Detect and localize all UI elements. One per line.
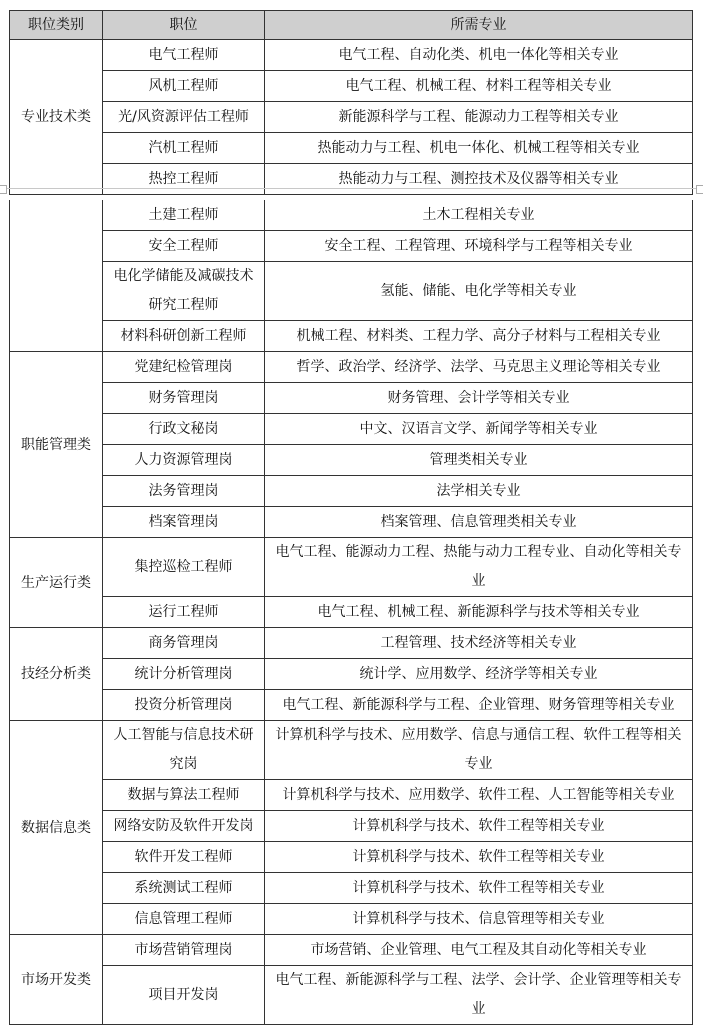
position-cell: 法务管理岗: [103, 476, 265, 507]
position-cell: 土建工程师: [103, 200, 265, 231]
major-cell: 新能源科学与工程、能源动力工程等相关专业: [265, 102, 693, 133]
position-cell: 商务管理岗: [103, 628, 265, 659]
table-row: [10, 133, 693, 164]
position-cell: 人力资源管理岗: [103, 445, 265, 476]
position-cell: 党建纪检管理岗: [103, 352, 265, 383]
major-cell: 计算机科学与技术、软件工程等相关专业: [265, 842, 693, 873]
major-cell: 电气工程、机械工程、材料工程等相关专业: [265, 71, 693, 102]
position-cell: 热控工程师: [103, 164, 265, 195]
table-row: [10, 200, 693, 231]
position-cell: 档案管理岗: [103, 507, 265, 538]
category-cell-continued: [10, 200, 103, 352]
major-cell: 热能动力与工程、机电一体化、机械工程等相关专业: [265, 133, 693, 164]
position-cell: 汽机工程师: [103, 133, 265, 164]
header-position: 职位: [103, 11, 265, 40]
major-cell: 热能动力与工程、测控技术及仪器等相关专业: [265, 164, 693, 195]
position-cell: 网络安防及软件开发岗: [103, 811, 265, 842]
position-cell: 市场营销管理岗: [103, 935, 265, 966]
table-row: [10, 538, 693, 597]
major-cell: 土木工程相关专业: [265, 200, 693, 231]
table-row: [10, 321, 693, 352]
major-cell: 机械工程、材料类、工程力学、高分子材料与工程相关专业: [265, 321, 693, 352]
category-cell: 专业技术类: [10, 40, 103, 195]
table-row: [10, 383, 693, 414]
table-row: [10, 873, 693, 904]
table-row: [10, 262, 693, 321]
category-cell: 职能管理类: [10, 352, 103, 538]
major-cell: 市场营销、企业管理、电气工程及其自动化等相关专业: [265, 935, 693, 966]
major-cell: 法学相关专业: [265, 476, 693, 507]
table-row: [10, 721, 693, 780]
major-cell: 电气工程、机械工程、新能源科学与技术等相关专业: [265, 597, 693, 628]
position-cell: 财务管理岗: [103, 383, 265, 414]
table-row: [10, 164, 693, 195]
position-cell: 集控巡检工程师: [103, 538, 265, 597]
position-cell: 统计分析管理岗: [103, 659, 265, 690]
major-cell: 电气工程、新能源科学与工程、企业管理、财务管理等相关专业: [265, 690, 693, 721]
table-row: [10, 628, 693, 659]
category-cell: 市场开发类: [10, 935, 103, 1025]
jobs-table-page1: [9, 10, 693, 195]
table-row: [10, 659, 693, 690]
position-cell: 运行工程师: [103, 597, 265, 628]
table-row: [10, 102, 693, 133]
position-cell: 电气工程师: [103, 40, 265, 71]
page-break-divider: [0, 188, 703, 189]
major-cell: 计算机科学与技术、软件工程等相关专业: [265, 873, 693, 904]
table-row: [10, 231, 693, 262]
table-row: [10, 811, 693, 842]
position-cell: 行政文秘岗: [103, 414, 265, 445]
table-row: [10, 597, 693, 628]
major-cell: 安全工程、工程管理、环境科学与工程等相关专业: [265, 231, 693, 262]
table-row: [10, 40, 693, 71]
position-cell: 投资分析管理岗: [103, 690, 265, 721]
table-row: [10, 352, 693, 383]
position-cell: 项目开发岗: [103, 966, 265, 1025]
table-row: [10, 414, 693, 445]
position-cell: 信息管理工程师: [103, 904, 265, 935]
table-row: [10, 445, 693, 476]
position-cell: 光/风资源评估工程师: [103, 102, 265, 133]
major-cell: 档案管理、信息管理类相关专业: [265, 507, 693, 538]
table-row: [10, 507, 693, 538]
major-cell: 哲学、政治学、经济学、法学、马克思主义理论等相关专业: [265, 352, 693, 383]
page-break-marker-left: [0, 185, 7, 194]
table-row: [10, 690, 693, 721]
table-row: [10, 904, 693, 935]
jobs-table-page2: [9, 200, 693, 1025]
major-cell: 财务管理、会计学等相关专业: [265, 383, 693, 414]
category-cell: 数据信息类: [10, 721, 103, 935]
category-cell: 技经分析类: [10, 628, 103, 721]
position-cell: 系统测试工程师: [103, 873, 265, 904]
position-cell: 数据与算法工程师: [103, 780, 265, 811]
major-cell: 氢能、储能、电化学等相关专业: [265, 262, 693, 321]
table-row: [10, 935, 693, 966]
position-cell: 软件开发工程师: [103, 842, 265, 873]
major-cell: 电气工程、新能源科学与工程、法学、会计学、企业管理等相关专业: [265, 966, 693, 1025]
major-cell: 电气工程、能源动力工程、热能与动力工程专业、自动化等相关专业: [265, 538, 693, 597]
table-row: [10, 966, 693, 1025]
major-cell: 工程管理、技术经济等相关专业: [265, 628, 693, 659]
major-cell: 中文、汉语言文学、新闻学等相关专业: [265, 414, 693, 445]
position-cell: 材料科研创新工程师: [103, 321, 265, 352]
major-cell: 计算机科学与技术、软件工程等相关专业: [265, 811, 693, 842]
header-category: 职位类别: [10, 11, 103, 40]
position-cell: 风机工程师: [103, 71, 265, 102]
category-cell: 生产运行类: [10, 538, 103, 628]
position-cell: 人工智能与信息技术研究岗: [103, 721, 265, 780]
position-cell: 安全工程师: [103, 231, 265, 262]
header-major: 所需专业: [265, 11, 693, 40]
table-row: [10, 842, 693, 873]
major-cell: 计算机科学与技术、应用数学、软件工程、人工智能等相关专业: [265, 780, 693, 811]
major-cell: 计算机科学与技术、应用数学、信息与通信工程、软件工程等相关专业: [265, 721, 693, 780]
major-cell: 计算机科学与技术、信息管理等相关专业: [265, 904, 693, 935]
table-row: [10, 780, 693, 811]
page-break-marker-right: [696, 185, 703, 194]
major-cell: 管理类相关专业: [265, 445, 693, 476]
table-row: [10, 71, 693, 102]
position-cell: 电化学储能及减碳技术研究工程师: [103, 262, 265, 321]
table-row: [10, 476, 693, 507]
table-header-row: [10, 11, 693, 40]
major-cell: 统计学、应用数学、经济学等相关专业: [265, 659, 693, 690]
major-cell: 电气工程、自动化类、机电一体化等相关专业: [265, 40, 693, 71]
